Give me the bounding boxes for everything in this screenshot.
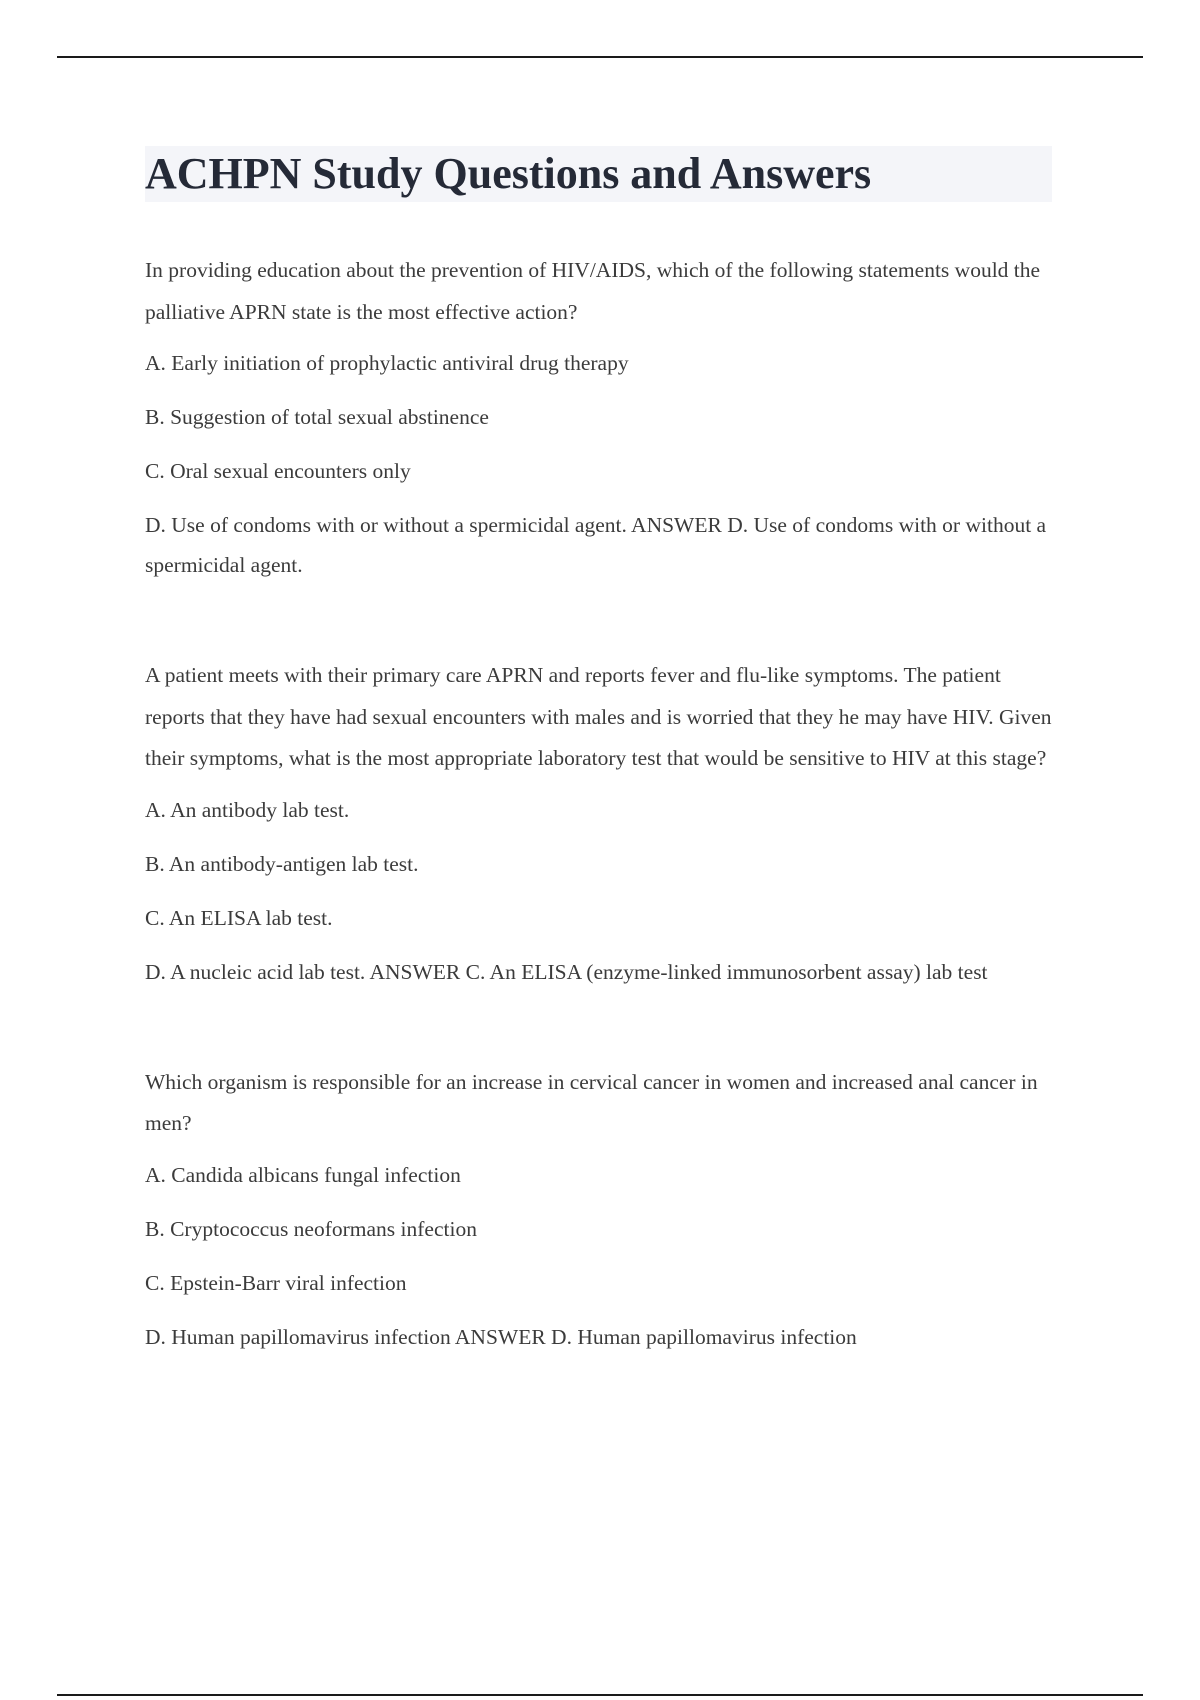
answer-option-b: B. Cryptococcus neoformans infection — [145, 1216, 477, 1241]
question-block-2 — [145, 655, 1060, 992]
question-block-1 — [145, 250, 1060, 585]
answer-option-b: B. An antibody-antigen lab test. — [145, 851, 419, 876]
answer-option-a: A. Candida albicans fungal infection — [145, 1162, 461, 1187]
question-text: A patient meets with their primary care APRN and reports fever and flu-like symptoms. The patient reports that they have had sexual encounters with males and is worried that they he may have HIV. Given their symptoms, what is the most appropriate laboratory test that would be sensitive to HIV at this stage? — [145, 663, 1052, 770]
answer-option-c: C. An ELISA lab test. — [145, 905, 333, 930]
answer-option-c: C. Epstein-Barr viral infection — [145, 1270, 407, 1295]
answer-option-a: A. Early initiation of prophylactic antiviral drug therapy — [145, 351, 629, 375]
answer-option-a: A. An antibody lab test. — [145, 797, 350, 822]
document-body — [145, 250, 1060, 1357]
answer-option-c: C. Oral sexual encounters only — [145, 459, 411, 483]
question-text: In providing education about the prevention of HIV/AIDS, which of the following statements would the palliative APRN state is the most effective action? — [145, 258, 1041, 324]
question-text: Which organism is responsible for an increase in cervical cancer in women and increased anal cancer in men? — [145, 1069, 1038, 1135]
answer-option-d: D. Use of condoms with or without a spermicidal agent. ANSWER D. Use of condoms with or without a spermicidal agent. — [145, 513, 1047, 577]
answer-option-d: D. Human papillomavirus infection ANSWER D. Human papillomavirus infection — [145, 1324, 857, 1349]
answer-option-b: B. Suggestion of total sexual abstinence — [145, 405, 489, 429]
question-block-3 — [145, 1062, 1060, 1357]
bottom-rule — [57, 1694, 1143, 1696]
document-title: ACHPN Study Questions and Answers — [145, 149, 872, 198]
answer-option-d: D. A nucleic acid lab test. ANSWER C. An ELISA (enzyme-linked immunosorbent assay) lab test — [145, 959, 988, 984]
top-rule — [57, 56, 1143, 58]
